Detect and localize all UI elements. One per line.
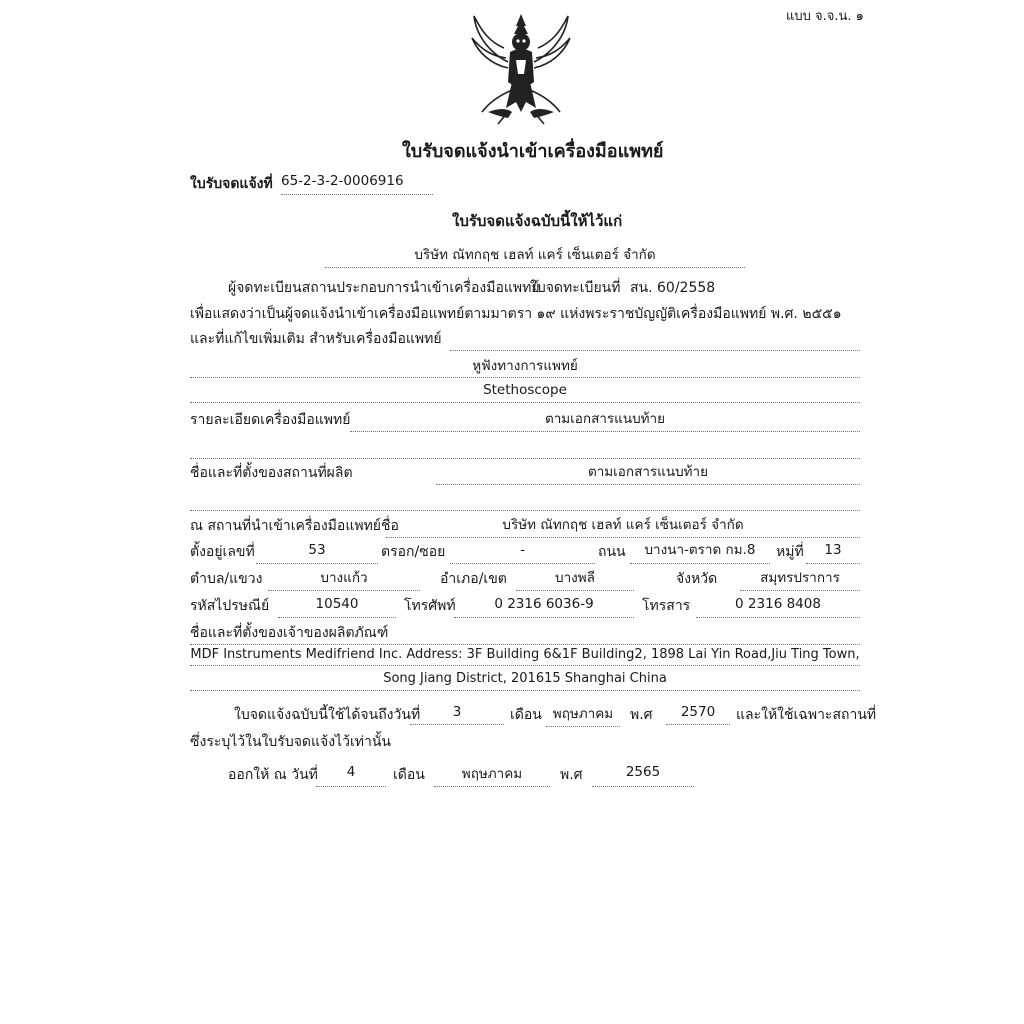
phone-label: โทรศัพท์ bbox=[404, 598, 456, 614]
postal-value: 10540 bbox=[315, 596, 359, 612]
address-road: บางนา-ตราด กม.8 bbox=[644, 542, 756, 558]
province-value: สมุทรปราการ bbox=[760, 570, 840, 586]
manufacture-site-value: ตามเอกสารแนบท้าย bbox=[587, 464, 709, 480]
validity-year-label: พ.ศ bbox=[630, 707, 653, 723]
owner-line-2: Song Jiang District, 201615 Shanghai China bbox=[383, 671, 667, 686]
details-label: รายละเอียดเครื่องมือแพทย์ bbox=[190, 412, 351, 428]
amphoe-value: บางพลี bbox=[555, 570, 595, 586]
fax-label: โทรสาร bbox=[642, 598, 691, 614]
company-name: บริษัท ณัทกฤช เฮลท์ แคร์ เซ็นเตอร์ จำกัด bbox=[414, 247, 656, 263]
province-label: จังหวัด bbox=[676, 571, 718, 587]
issued-day: 4 bbox=[346, 764, 356, 780]
manufacture-site-label: ชื่อและที่ตั้งของสถานที่ผลิต bbox=[190, 465, 353, 481]
postal-label: รหัสไปรษณีย์ bbox=[190, 598, 270, 614]
address-moo: 13 bbox=[824, 542, 842, 558]
license-label: ใบจดทะเบียนที่ bbox=[530, 280, 621, 296]
issued-to-heading: ใบรับจดแจ้งฉบับนี้ให้ไว้แก่ bbox=[452, 212, 623, 230]
issued-year-label: พ.ศ bbox=[560, 767, 583, 783]
import-site-label: ณ สถานที่นำเข้าเครื่องมือแพทย์ชื่อ bbox=[190, 518, 399, 534]
address-no-label: ตั้งอยู่เลขที่ bbox=[190, 544, 255, 560]
address-no: 53 bbox=[308, 542, 326, 558]
device-name-th: หูฟังทางการแพทย์ bbox=[472, 358, 578, 374]
fax-value: 0 2316 8408 bbox=[735, 596, 821, 612]
address-soi: - bbox=[520, 542, 525, 558]
tambon-label: ตำบล/แขวง bbox=[190, 571, 263, 587]
validity-prefix: ใบจดแจ้งฉบับนี้ใช้ได้จนถึงวันที่ bbox=[234, 707, 421, 723]
issued-year: 2565 bbox=[625, 764, 661, 780]
address-soi-label: ตรอก/ซอย bbox=[381, 544, 446, 560]
issued-prefix: ออกให้ ณ วันที่ bbox=[228, 767, 318, 783]
license-prefix: ผู้จดทะเบียนสถานประกอบการนำเข้าเครื่องมือแพทย์ bbox=[228, 280, 540, 296]
tambon-value: บางแก้ว bbox=[320, 570, 368, 586]
issued-month: พฤษภาคม bbox=[461, 766, 523, 782]
phone-value: 0 2316 6036-9 bbox=[494, 596, 594, 612]
details-value: ตามเอกสารแนบท้าย bbox=[544, 411, 666, 427]
license-number: สน. 60/2558 bbox=[630, 280, 716, 296]
receipt-number: 65-2-3-2-0006916 bbox=[281, 173, 404, 189]
owner-line-1: MDF Instruments Medifriend Inc. Address: 3F Building 6&1F Building2, 1898 Lai Yin Road,Jiu Ting Town, bbox=[190, 647, 860, 662]
law-line: เพื่อแสดงว่าเป็นผู้จดแจ้งนำเข้าเครื่องมือแพทย์ตามมาตรา ๑๙ แห่งพระราชบัญญัติเครื่องมือแพทย์ พ.ศ. ๒๕๕๑ bbox=[190, 306, 842, 322]
address-moo-label: หมู่ที่ bbox=[776, 544, 804, 560]
validity-line-2: ซึ่งระบุไว้ในใบรับจดแจ้งไว้เท่านั้น bbox=[190, 734, 391, 750]
validity-suffix: และให้ใช้เฉพาะสถานที่ bbox=[736, 707, 877, 723]
receipt-label: ใบรับจดแจ้งที่ bbox=[190, 176, 273, 192]
device-for-label: และที่แก้ไขเพิ่มเติม สำหรับเครื่องมือแพทย์ bbox=[190, 331, 442, 347]
issued-month-label: เดือน bbox=[393, 767, 425, 783]
amphoe-label: อำเภอ/เขต bbox=[440, 571, 507, 587]
import-site-value: บริษัท ณัทกฤช เฮลท์ แคร์ เซ็นเตอร์ จำกัด bbox=[502, 517, 744, 533]
validity-month: พฤษภาคม bbox=[552, 706, 614, 722]
validity-month-label: เดือน bbox=[510, 707, 542, 723]
validity-day: 3 bbox=[452, 704, 462, 720]
garuda-emblem bbox=[468, 12, 574, 128]
address-road-label: ถนน bbox=[598, 544, 626, 560]
form-code: แบบ จ.จ.น. ๑ bbox=[786, 9, 864, 24]
page-title: ใบรับจดแจ้งนำเข้าเครื่องมือแพทย์ bbox=[402, 141, 664, 162]
owner-label: ชื่อและที่ตั้งของเจ้าของผลิตภัณฑ์ bbox=[190, 625, 389, 641]
validity-year: 2570 bbox=[680, 704, 716, 720]
device-name-en: Stethoscope bbox=[483, 382, 567, 398]
